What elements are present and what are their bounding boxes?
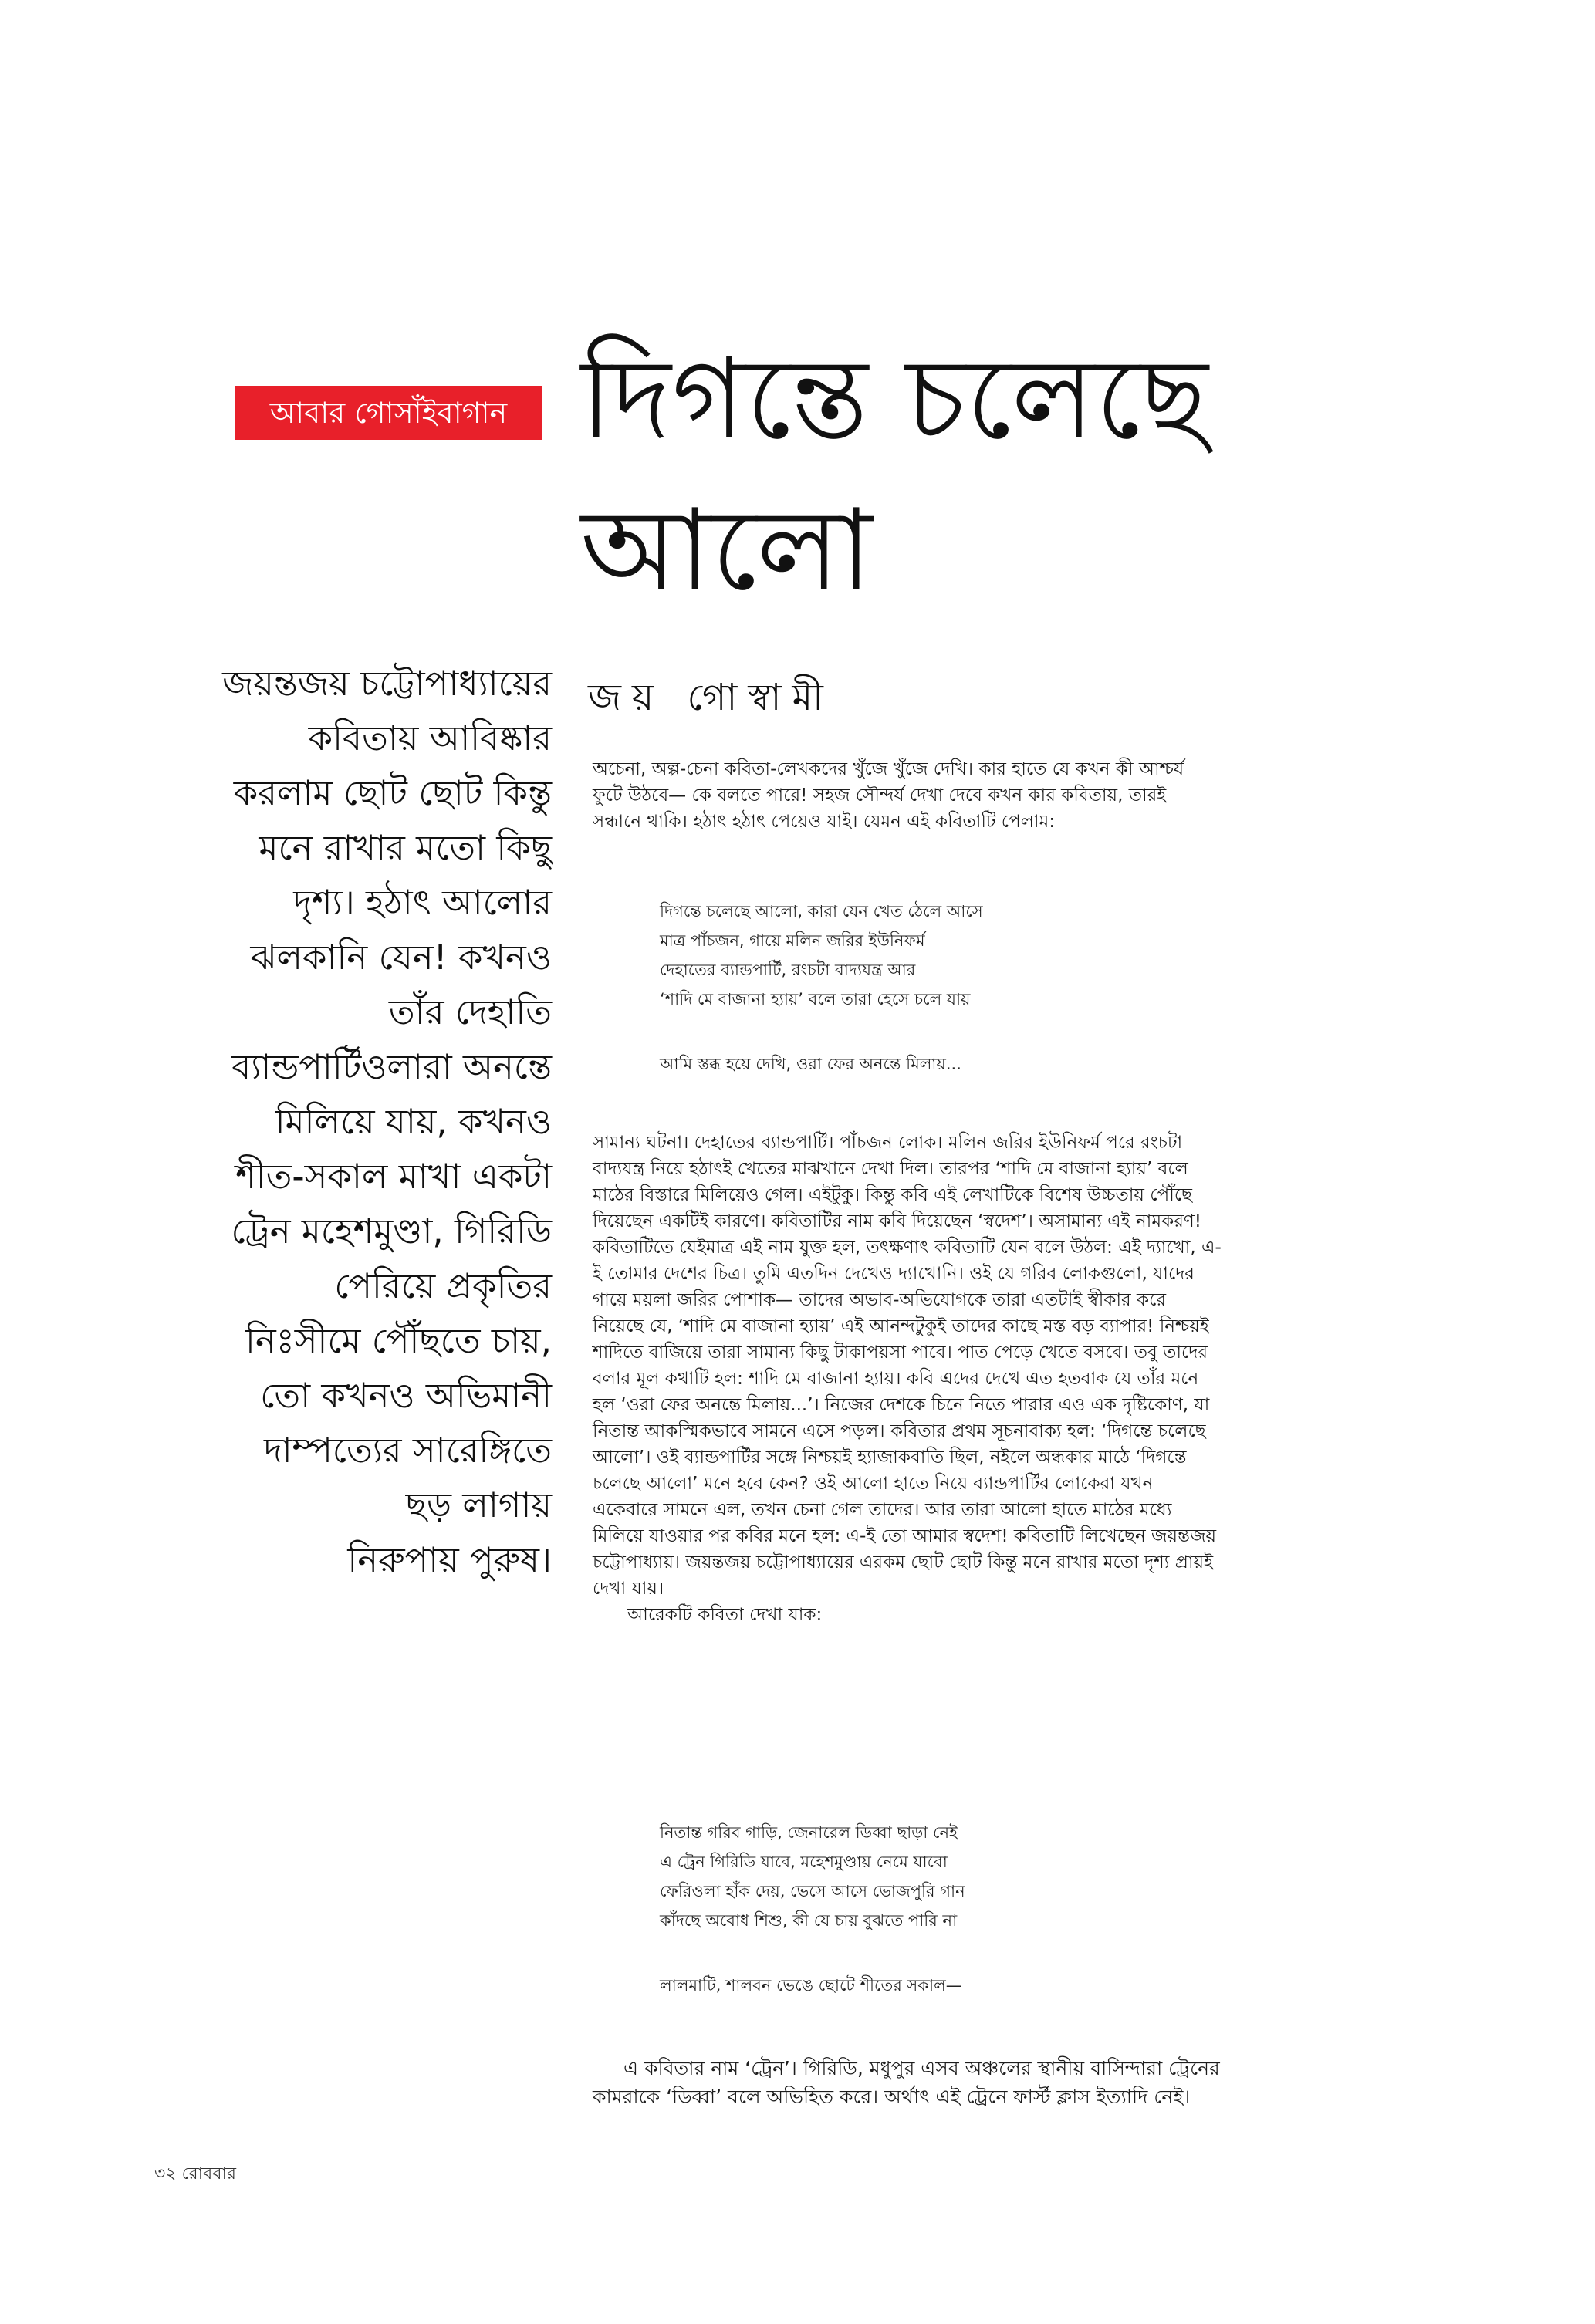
body-line: একেবারে সামনে এল, তখন চেনা গেল তাদের। আর তারা আলো হাতে মাঠের মধ্যে bbox=[593, 1500, 1172, 1520]
body-line: নিয়েছে যে, ‘শাদি মে বাজানা হ্যায়’ এই আনন্দটুকুই তাদের কাছে মস্ত বড় ব্যাপার! নিশ্চয়ই bbox=[593, 1316, 1209, 1336]
pull-quote-line: নিরুপায় পুরুষ। bbox=[347, 1539, 552, 1580]
body-line: দেখা যায়। bbox=[593, 1579, 664, 1599]
poem-line: দেহাতের ব্যান্ডপার্টি, রংচটা বাদ্যযন্ত্র আর bbox=[660, 961, 916, 979]
body-line: শাদিতে বাজিয়ে তারা সামান্য কিছু টাকাপয়সা পাবে। পাত পেড়ে খেতে বসবে। তবু তাদের bbox=[593, 1343, 1208, 1363]
column-tag: আবার গোসাঁইবাগান bbox=[235, 386, 542, 440]
pull-quote-line: দৃশ্য। হঠাৎ আলোর bbox=[293, 882, 552, 923]
body-line: দিয়েছেন একটিই কারণে। কবিতাটির নাম কবি দিয়েছেন ‘স্বদেশ’। অসামান্য এই নামকরণ! bbox=[593, 1211, 1201, 1231]
pull-quote-line: ব্যান্ডপার্টিওলারা অনন্তে bbox=[231, 1046, 552, 1087]
body-line: নিতান্ত আকস্মিকভাবে সামনে এসে পড়ল। কবিতার প্রথম সূচনাবাক্য হল: ‘দিগন্তে চলেছে bbox=[593, 1421, 1206, 1441]
poem-line: ‘শাদি মে বাজানা হ্যায়’ বলে তারা হেসে চলে যায় bbox=[660, 990, 971, 1008]
pull-quote-line: মিলিয়ে যায়, কখনও bbox=[275, 1101, 552, 1142]
body-line: কবিতাটিতে যেইমাত্র এই নাম যুক্ত হল, তৎক্ষণাৎ কবিতাটি যেন বলে উঠল: এই দ্যাখো, এ- bbox=[593, 1238, 1222, 1258]
article-title bbox=[580, 324, 1545, 627]
intro-paragraph bbox=[593, 756, 1468, 835]
pull-quote-line: দাম্পত্যের সারেঙ্গিতে bbox=[264, 1430, 552, 1471]
body-line: বাদ্যযন্ত্র নিয়ে হঠাৎই খেতের মাঝখানে দেখা দিল। তারপর ‘শাদি মে বাজানা হ্যায়’ বলে bbox=[593, 1159, 1188, 1179]
pull-quote-line: ট্রেন মহেশমুণ্ডা, গিরিডি bbox=[231, 1211, 552, 1252]
pull-quote-line: ঝলকানি যেন! কখনও bbox=[250, 937, 552, 978]
body-line: আলো’। ওই ব্যান্ডপার্টির সঙ্গে নিশ্চয়ই হ্যাজাকবাতি ছিল, নইলে অন্ধকার মাঠে ‘দিগন্তে bbox=[593, 1447, 1187, 1468]
pull-quote-line: শীত-সকাল মাখা একটা bbox=[235, 1156, 552, 1197]
body-line: এ কবিতার নাম ‘ট্রেন’। গিরিডি, মধুপুর এসব অঞ্চলের স্থানীয় বাসিন্দারা ট্রেনের bbox=[623, 2057, 1220, 2079]
body-line: কামরাকে ‘ডিব্বা’ বলে অভিহিত করে। অর্থাৎ এই ট্রেনে ফার্স্ট ক্লাস ইত্যাদি নেই। bbox=[593, 2086, 1191, 2108]
poem-line: কাঁদছে অবোধ শিশু, কী যে চায় বুঝতে পারি না bbox=[660, 1911, 958, 1930]
body-line: ফুটে উঠবে— কে বলতে পারে! সহজ সৌন্দর্য দেখা দেবে কখন কার কবিতায়, তারই bbox=[593, 785, 1167, 806]
pull-quote-line: করলাম ছোট ছোট কিন্তু bbox=[233, 772, 552, 813]
body-line: মিলিয়ে যাওয়ার পর কবির মনে হল: এ-ই তো আমার স্বদেশ! কবিতাটি লিখেছেন জয়ন্তজয় bbox=[593, 1526, 1217, 1546]
pull-quote-line: নিঃসীমে পৌঁছতে চায়, bbox=[245, 1320, 552, 1361]
poem-train bbox=[660, 1818, 1354, 2000]
body-line: চলেছে আলো’ মনে হবে কেন? ওই আলো হাতে নিয়ে ব্যান্ডপার্টির লোকেরা যখন bbox=[593, 1474, 1154, 1494]
pull-quote-line: পেরিয়ে প্রকৃতির bbox=[334, 1265, 552, 1306]
author-byline: জয় গোস্বামী bbox=[588, 676, 834, 719]
body-line: চট্টোপাধ্যায়। জয়ন্তজয় চট্টোপাধ্যায়ের এরকম ছোট ছোট কিন্তু মনে রাখার মতো দৃশ্য প্রায়ই bbox=[593, 1552, 1214, 1572]
closing-paragraph bbox=[593, 2054, 1468, 2111]
poem-line: নিতান্ত গরিব গাড়ি, জেনারেল ডিব্বা ছাড়া নেই bbox=[660, 1823, 958, 1842]
pull-quote-line: মনে রাখার মতো কিছু bbox=[259, 827, 552, 868]
poem-line: ফেরিওলা হাঁক দেয়, ভেসে আসে ভোজপুরি গান bbox=[660, 1882, 965, 1900]
body-line: সন্ধানে থাকি। হঠাৎ হঠাৎ পেয়েও যাই। যেমন এই কবিতাটি পেলাম: bbox=[593, 812, 1056, 832]
pull-quote-line: জয়ন্তজয় চট্টোপাধ্যায়ের bbox=[222, 663, 552, 704]
pull-quote-line: কবিতায় আবিষ্কার bbox=[308, 718, 552, 758]
page-folio: ৩২ রোববার bbox=[154, 2164, 236, 2184]
pull-quote bbox=[116, 656, 552, 1587]
analysis-paragraph bbox=[593, 1130, 1468, 1628]
lead-in: আরেকটি কবিতা দেখা যাক: bbox=[627, 1605, 823, 1625]
pull-quote-line: তাঁর দেহাতি bbox=[388, 991, 552, 1032]
title-line: দিগন্তে চলেছে bbox=[580, 334, 1209, 464]
body-line: ই তোমার দেশের চিত্র। তুমি এতদিন দেখেও দ্যাখোনি। ওই যে গরিব লোকগুলো, যাদের bbox=[593, 1264, 1195, 1284]
poem-line: আমি স্তব্ধ হয়ে দেখি, ওরা ফের অনন্তে মিলায়... bbox=[660, 1055, 961, 1073]
pull-quote-line: তো কখনও অভিমানী bbox=[260, 1375, 552, 1416]
body-line: সামান্য ঘটনা। দেহাতের ব্যান্ডপার্টি। পাঁচজন লোক। মলিন জরির ইউনিফর্ম পরে রংচটা bbox=[593, 1133, 1183, 1153]
pull-quote-line: ছড় লাগায় bbox=[405, 1485, 552, 1525]
body-line: বলার মূল কথাটি হল: শাদি মে বাজানা হ্যায়। কবি এদের দেখে এত হতবাক যে তাঁর মনে bbox=[593, 1369, 1199, 1389]
poem-line: মাত্র পাঁচজন, গায়ে মলিন জরির ইউনিফর্ম bbox=[660, 931, 925, 950]
title-line: আলো bbox=[580, 485, 874, 616]
body-line: গায়ে ময়লা জরির পোশাক— তাদের অভাব-অভিযোগকে তারা এতটাই স্বীকার করে bbox=[593, 1290, 1166, 1310]
poem-line: এ ট্রেন গিরিডি যাবে, মহেশমুণ্ডায় নেমে যাবো bbox=[660, 1853, 948, 1871]
poem-line: দিগন্তে চলেছে আলো, কারা যেন খেত ঠেলে আসে bbox=[660, 902, 983, 920]
poem-line: লালমাটি, শালবন ভেঙে ছোটে শীতের সকাল— bbox=[660, 1976, 962, 1995]
body-line: হল ‘ওরা ফের অনন্তে মিলায়...’। নিজের দেশকে চিনে নিতে পারার এও এক দৃষ্টিকোণ, যা bbox=[593, 1395, 1210, 1415]
body-line: অচেনা, অল্প-চেনা কবিতা-লেখকদের খুঁজে খুঁজে দেখি। কার হাতে যে কখন কী আশ্চর্য bbox=[593, 759, 1184, 779]
poem-svadesh bbox=[660, 897, 1354, 1079]
body-line: মাঠের বিস্তারে মিলিয়েও গেল। এইটুকু। কিন্তু কবি এই লেখাটিকে বিশেষ উচ্চতায় পৌঁছে bbox=[593, 1185, 1192, 1205]
